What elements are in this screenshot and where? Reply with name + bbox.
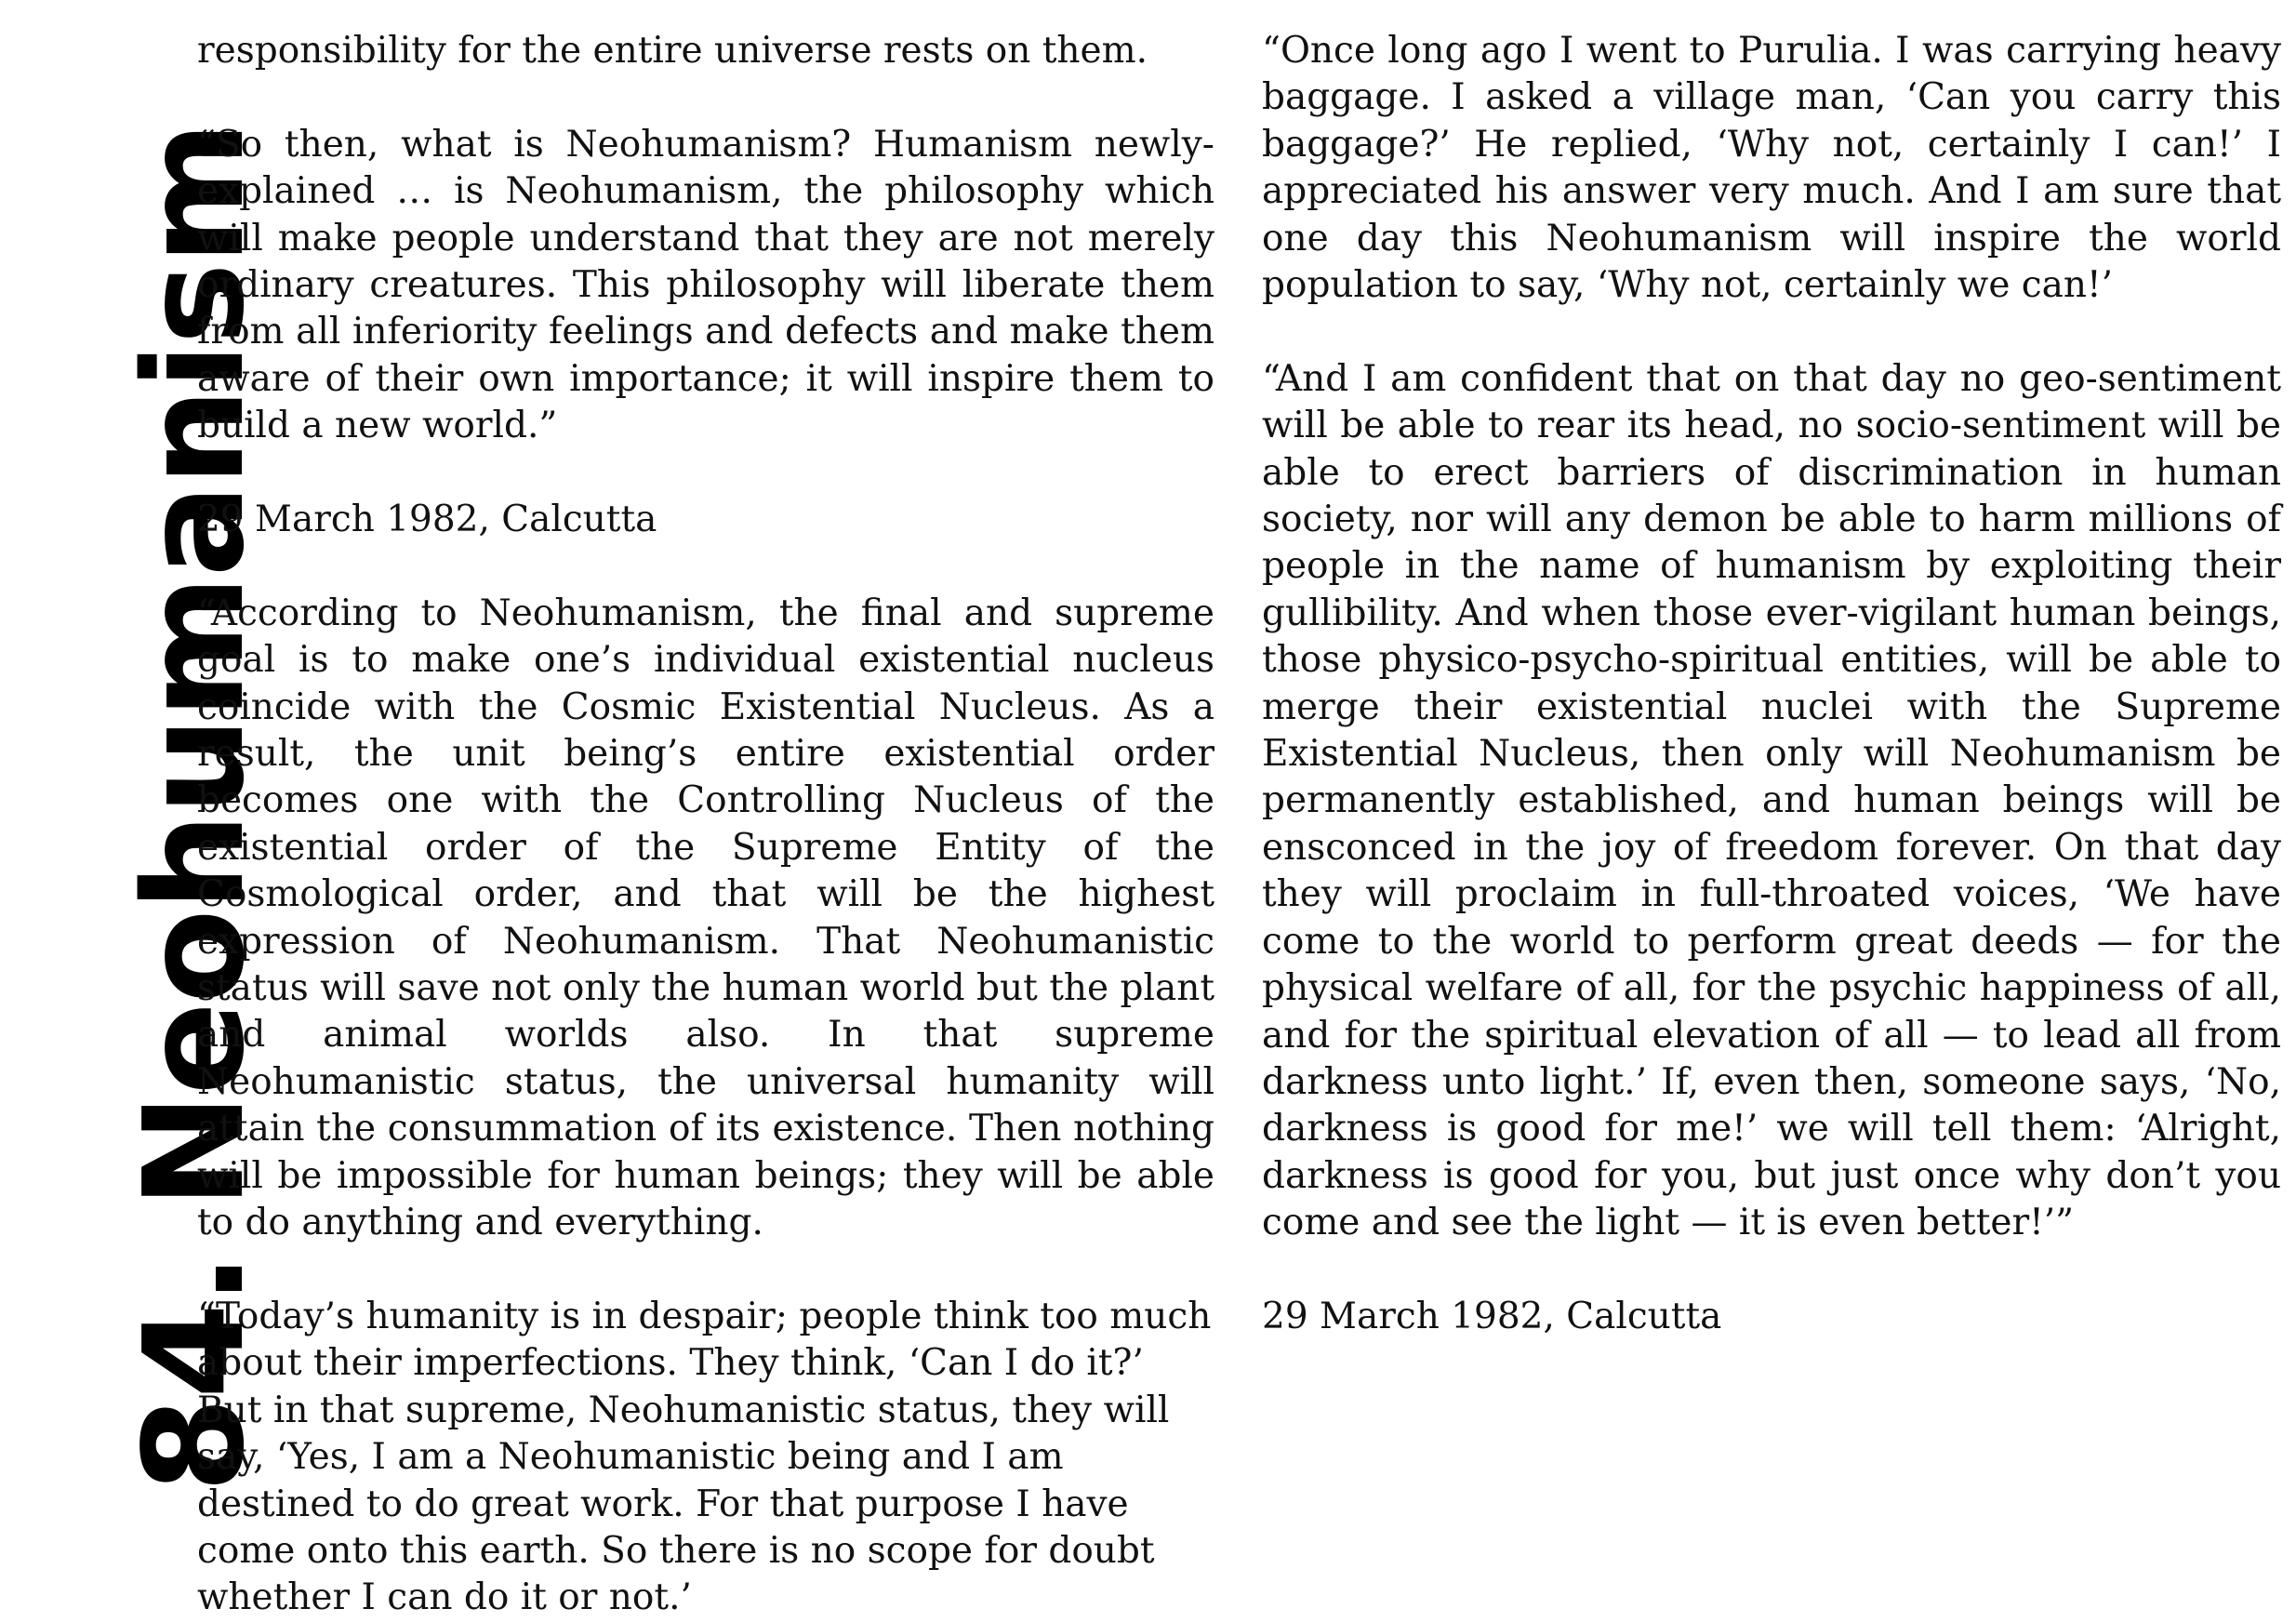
section-heading <box>0 0 274 1620</box>
date-line-2: 29 March 1982, Calcutta <box>1262 1295 1722 1337</box>
date-line-1: 29 March 1982, Calcutta <box>197 499 657 541</box>
section-number: 84. <box>114 1254 274 1493</box>
left-paragraph-3: “According to Neohumanism, the final and supreme goal is to make one’s individual existential nucleus coincide with the Cosmic Existential Nucleus. As a result, the unit being’s entire existential order becomes one with the Controlling Nucleus of the existential order of the Supreme Entity of the Cosmological order, and that will be the highest expression of Neohumanism. That Neohumanistic status will save not only the human world but the plant and animal worlds also. In that supreme Neohumanistic status, the universal humanity will attain the consummation of its existence. Then nothing will be impossible for human beings; they will be able to do anything and everything. <box>197 592 1214 1244</box>
left-paragraph-2: “So then, what is Neohumanism? Humanism newly-explained … is Neohumanism, the philosophy which will make people understand that they are not merely ordinary creatures. This philosophy will liberate them from all inferiority feelings and defects and make them aware of their own importance; it will inspire them to build a new world.” <box>197 123 1214 447</box>
left-column <box>197 28 1214 1622</box>
right-column <box>1262 28 2281 1340</box>
left-paragraph-1: responsibility for the entire universe rests on them. <box>197 30 1148 72</box>
right-paragraph-1: “Once long ago I went to Purulia. I was carrying heavy baggage. I asked a village man, ‘Can you carry this baggage?’ He replied, ‘Why not, certainly I can!’ I appreciated his answer very much. And I am sure that one day this Neohumanism will inspire the world population to say, ‘Why not, certainly we can!’ <box>1262 30 2281 307</box>
left-paragraph-4: “Today’s humanity is in despair; people think too much about their imperfections. They think, ‘Can I do it?’ But in that supreme, Neohumanistic status, they will say, ‘Yes, I am a Neohumanistic being and I am destined to do great work. For that purpose I have come onto this earth. So there is no scope for doubt whether I can do it or not.’ <box>197 1295 1212 1619</box>
section-title: Neohumanism <box>114 123 274 1209</box>
right-paragraph-2: “And I am confident that on that day no geo-sentiment will be able to rear its head, no socio-sentiment will be able to erect barriers of discrimination in human society, nor will any demon be able to harm millions of people in the name of humanism by exploiting their gullibility. And when those ever-vigilant human beings, those physico-psycho-spiritual entities, will be able to merge their existential nuclei with the Supreme Existential Nucleus, then only will Neohumanism be permanently established, and human beings will be ensconced in the joy of freedom forever. On that day they will proclaim in full-throated voices, ‘We have come to the world to perform great deeds — for the physical welfare of all, for the psychic happiness of all, and for the spiritual elevation of all — to lead all from darkness unto light.’ If, even then, someone says, ‘No, darkness is good for me!’ we will tell them: ‘Alright, darkness is good for you, but just once why don’t you come and see the light — it is even better!’” <box>1262 357 2281 1244</box>
